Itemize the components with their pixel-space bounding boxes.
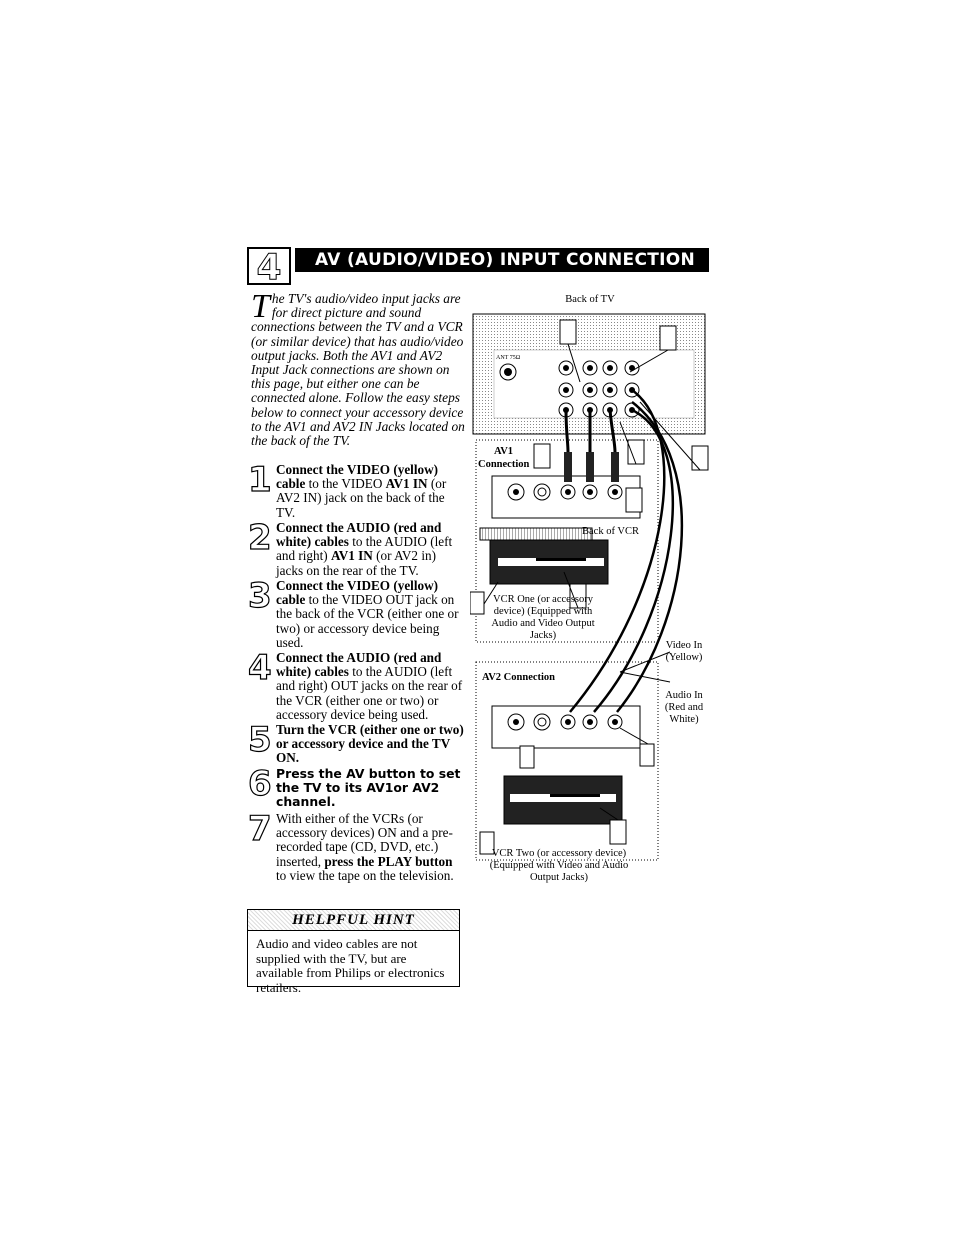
- step-text: Press the AV button to set the TV to its AV1or AV2 channel.: [276, 766, 461, 810]
- section-title: AV (AUDIO/VIDEO) INPUT CONNECTION: [315, 250, 696, 270]
- diagram-drawing: [470, 292, 720, 892]
- intro-dropcap: T: [251, 288, 270, 325]
- helpful-hint-box: [247, 909, 460, 995]
- step-5: [248, 720, 466, 766]
- vcr-two-label: VCR Two (or accessory device) (Equipped with Video and Audio Output Jacks): [489, 848, 629, 883]
- hint-body: Audio and video cables are not supplied with the TV, but are available from Philips or electronics retailers.: [256, 936, 445, 995]
- intro-text: he TV's audio/video input jacks are for direct picture and sound connections between the TV and a VCR (or similar device) that has audio/video output jacks. Both the AV1 and AV2 Input Jack connections are shown on this page, but either one can be connected alone. Follow the easy steps below to connect your accessory device to the AV1 and AV2 IN Jacks located on the back of the TV.: [251, 291, 465, 449]
- step-4: [248, 648, 466, 722]
- step-number: 7: [248, 809, 272, 849]
- back-of-tv-label: Back of TV: [565, 294, 615, 305]
- step-text: Connect the AUDIO (red and white) cables to the AUDIO (left and right) AV1 IN (or AV2 in) jacks on the rear of the TV.: [276, 520, 453, 578]
- step-text: Connect the VIDEO (yellow) cable to the VIDEO OUT jack on the back of the VCR (either one or two) or accessory device being used.: [276, 578, 459, 650]
- section-number-box: [247, 247, 291, 288]
- av2-title: AV2 Connection: [482, 672, 556, 683]
- step-number: 3: [248, 576, 272, 616]
- step-7: [248, 809, 466, 883]
- step-6: [248, 764, 466, 810]
- connection-diagram: [470, 292, 720, 892]
- intro-paragraph: [251, 288, 465, 449]
- tv-antenna-label: ANT 75Ω: [496, 355, 521, 361]
- hint-title: HELPFUL HINT: [248, 910, 459, 931]
- step-number: 5: [248, 720, 272, 760]
- step-text: Turn the VCR (either one or two) or accessory device and the TV ON.: [276, 722, 464, 766]
- av1-title: AV1: [494, 446, 514, 457]
- step-3: [248, 576, 466, 650]
- step-number: 6: [248, 764, 272, 804]
- av1-subtitle: Connection: [478, 459, 530, 470]
- vcr-one-label: VCR One (or accessory device) (Equipped with Audio and Video Output Jacks): [491, 594, 595, 641]
- section-title-bar: [295, 248, 709, 272]
- step-text: With either of the VCRs (or accessory devices) ON and a pre-recorded tape (CD, DVD, etc.) inserted, press the PLAY button to view the tape on the television.: [276, 811, 454, 883]
- step-text: Connect the VIDEO (yellow) cable to the VIDEO AV1 IN (or AV2 IN) jack on the back of the TV.: [276, 462, 447, 520]
- step-1: [248, 460, 466, 520]
- step-text: Connect the AUDIO (red and white) cables to the AUDIO (left and right) OUT jacks on the rear of the VCR (either one or two) or accessory device being used.: [276, 650, 463, 722]
- step-2: [248, 518, 466, 578]
- video-in-label: Video In (Yellow): [665, 640, 703, 663]
- section-number: 4: [256, 247, 282, 288]
- step-number: 1: [248, 460, 272, 500]
- audio-in-label: Audio In (Red and White): [664, 690, 704, 725]
- step-number: 4: [248, 648, 272, 688]
- step-number: 2: [248, 518, 272, 558]
- back-of-vcr-label: Back of VCR: [582, 526, 639, 537]
